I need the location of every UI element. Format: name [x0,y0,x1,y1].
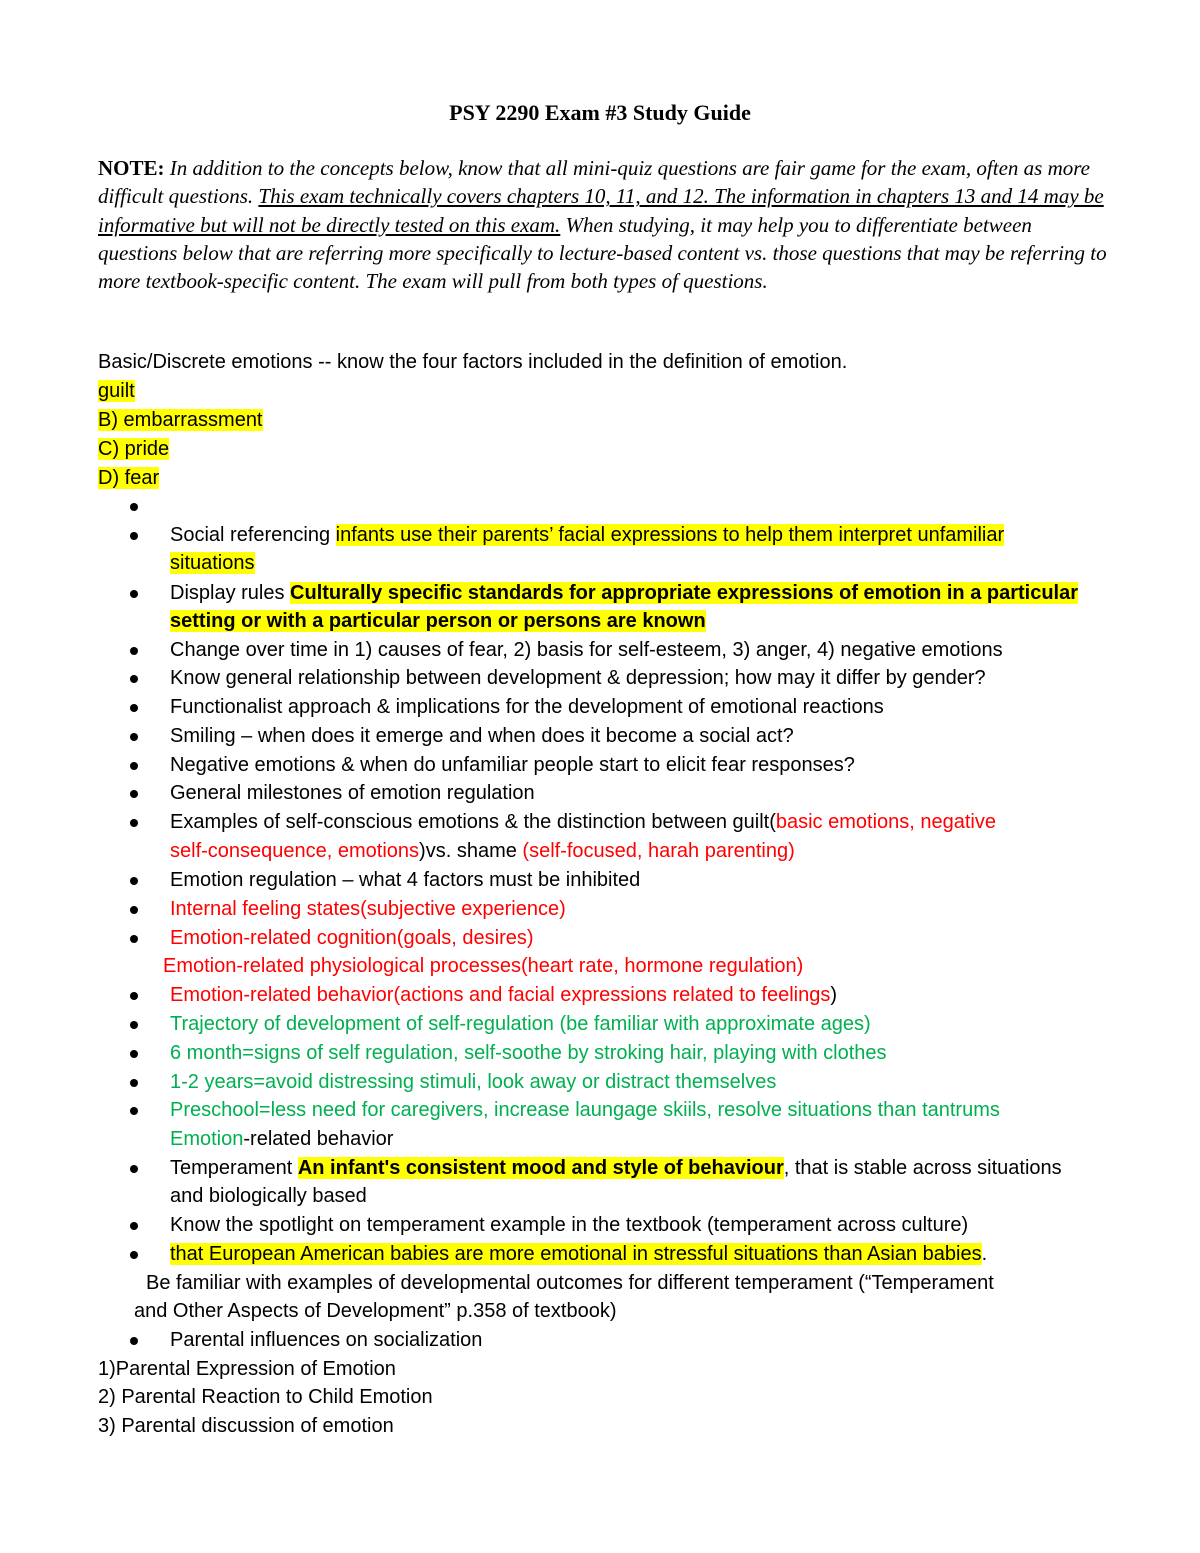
familiar-line1: Be familiar with examples of developmental outcomes for different temperament (“Temperament [146,1272,994,1294]
emotion-related-line: Emotion-related behavior [170,1128,394,1150]
parental-item: 2) Parental Reaction to Child Emotion [98,1386,433,1408]
bullet [130,532,138,540]
bullet [130,733,138,741]
bullet [130,819,138,827]
bullet [130,906,138,914]
bullet [130,1337,138,1345]
temperament-item: Temperament An infant's consistent mood and style of behaviour, that is stable across situations [170,1157,1062,1179]
bullet [130,935,138,943]
option-c: C) pride [98,438,170,460]
bullet [130,877,138,885]
bullet [130,1251,138,1259]
spotlight-item: Know the spotlight on temperament example in the textbook (temperament across culture) [170,1214,969,1236]
option-b: B) embarrassment [98,409,263,431]
note-label: NOTE: [98,156,165,180]
familiar-line2: and Other Aspects of Development” p.358 of textbook) [134,1300,617,1322]
european-item: that European American babies are more emotional in stressful situations than Asian babies. [170,1243,988,1265]
parental-item: 1)Parental Expression of Emotion [98,1358,396,1380]
bullet [130,675,138,683]
bullet [130,992,138,1000]
parental-item: 3) Parental discussion of emotion [98,1415,394,1437]
parental-heading: Parental influences on socialization [170,1329,483,1351]
page-title: PSY 2290 Exam #3 Study Guide [449,100,751,125]
list-item: General milestones of emotion regulation [170,782,535,804]
behavior-item: Emotion-related behavior(actions and facial expressions related to feelings) [170,984,838,1006]
green-item: 1-2 years=avoid distressing stimuli, look away or distract themselves [170,1071,777,1093]
bullet [130,1107,138,1115]
list-item: Negative emotions & when do unfamiliar people start to elicit fear responses? [170,754,855,776]
social-referencing-item: Social referencing infants use their parents’ facial expressions to help them interpret unfamiliar [170,524,1005,546]
bullet-empty [130,503,138,511]
temperament-cont: and biologically based [170,1185,367,1207]
green-item: Preschool=less need for caregivers, increase laungage skiils, resolve situations than tantrums [170,1099,1000,1121]
social-referencing-cont: situations [170,552,255,574]
list-item: Know general relationship between development & depression; how may it differ by gender? [170,667,986,689]
list-item: Functionalist approach & implications for the development of emotional reactions [170,696,884,718]
self-conscious-item: Examples of self-conscious emotions & the distinction between guilt(basic emotions, negative [170,811,996,833]
bullet [130,647,138,655]
list-item: Change over time in 1) causes of fear, 2) basis for self-esteem, 3) anger, 4) negative emotions [170,639,1003,661]
note-underlined: This exam technically covers chapters 10, 11, and 12. The information in chapters 13 and 14 may be informative but will not be directly tested on this exam. [98,184,1104,237]
bullet [130,1021,138,1029]
bullet [130,762,138,770]
bullet [130,704,138,712]
display-rules-cont: setting or with a particular person or persons are known [170,610,706,632]
emotion-regulation-item: Emotion regulation – what 4 factors must be inhibited [170,869,641,891]
bullet [130,1050,138,1058]
note-part2: When studying, it may help you to differentiate between questions below that are referring more specifically to lecture-based content vs. those questions that may be referring to more textbook-specific content. The exam will pull from both types of questions. [98,212,1107,294]
bullet [130,1222,138,1230]
display-rules-item: Display rules Culturally specific standards for appropriate expressions of emotion in a particular [170,582,1079,604]
option-a: guilt [98,380,135,402]
list-item: Smiling – when does it emerge and when does it become a social act? [170,725,794,747]
note-paragraph [98,154,1108,295]
option-d: D) fear [98,467,160,489]
note-part1: In addition to the concepts below, know that all mini-quiz questions are fair game for the exam, often as more difficult questions. [98,156,1090,209]
bullet [130,1079,138,1087]
bullet [130,590,138,598]
internal-feeling-item: Internal feeling states(subjective experience) [170,898,566,920]
green-item: Trajectory of development of self-regulation (be familiar with approximate ages) [170,1013,871,1035]
self-conscious-cont: self-consequence, emotions)vs. shame (self-focused, harah parenting) [170,840,795,862]
bullet [130,1165,138,1173]
bullet [130,790,138,798]
basic-emotions-heading: Basic/Discrete emotions -- know the four factors included in the definition of emotion. [98,351,848,373]
physiological-line: Emotion-related physiological processes(heart rate, hormone regulation) [163,955,804,977]
cognition-item: Emotion-related cognition(goals, desires) [170,927,534,949]
green-item: 6 month=signs of self regulation, self-soothe by stroking hair, playing with clothes [170,1042,887,1064]
